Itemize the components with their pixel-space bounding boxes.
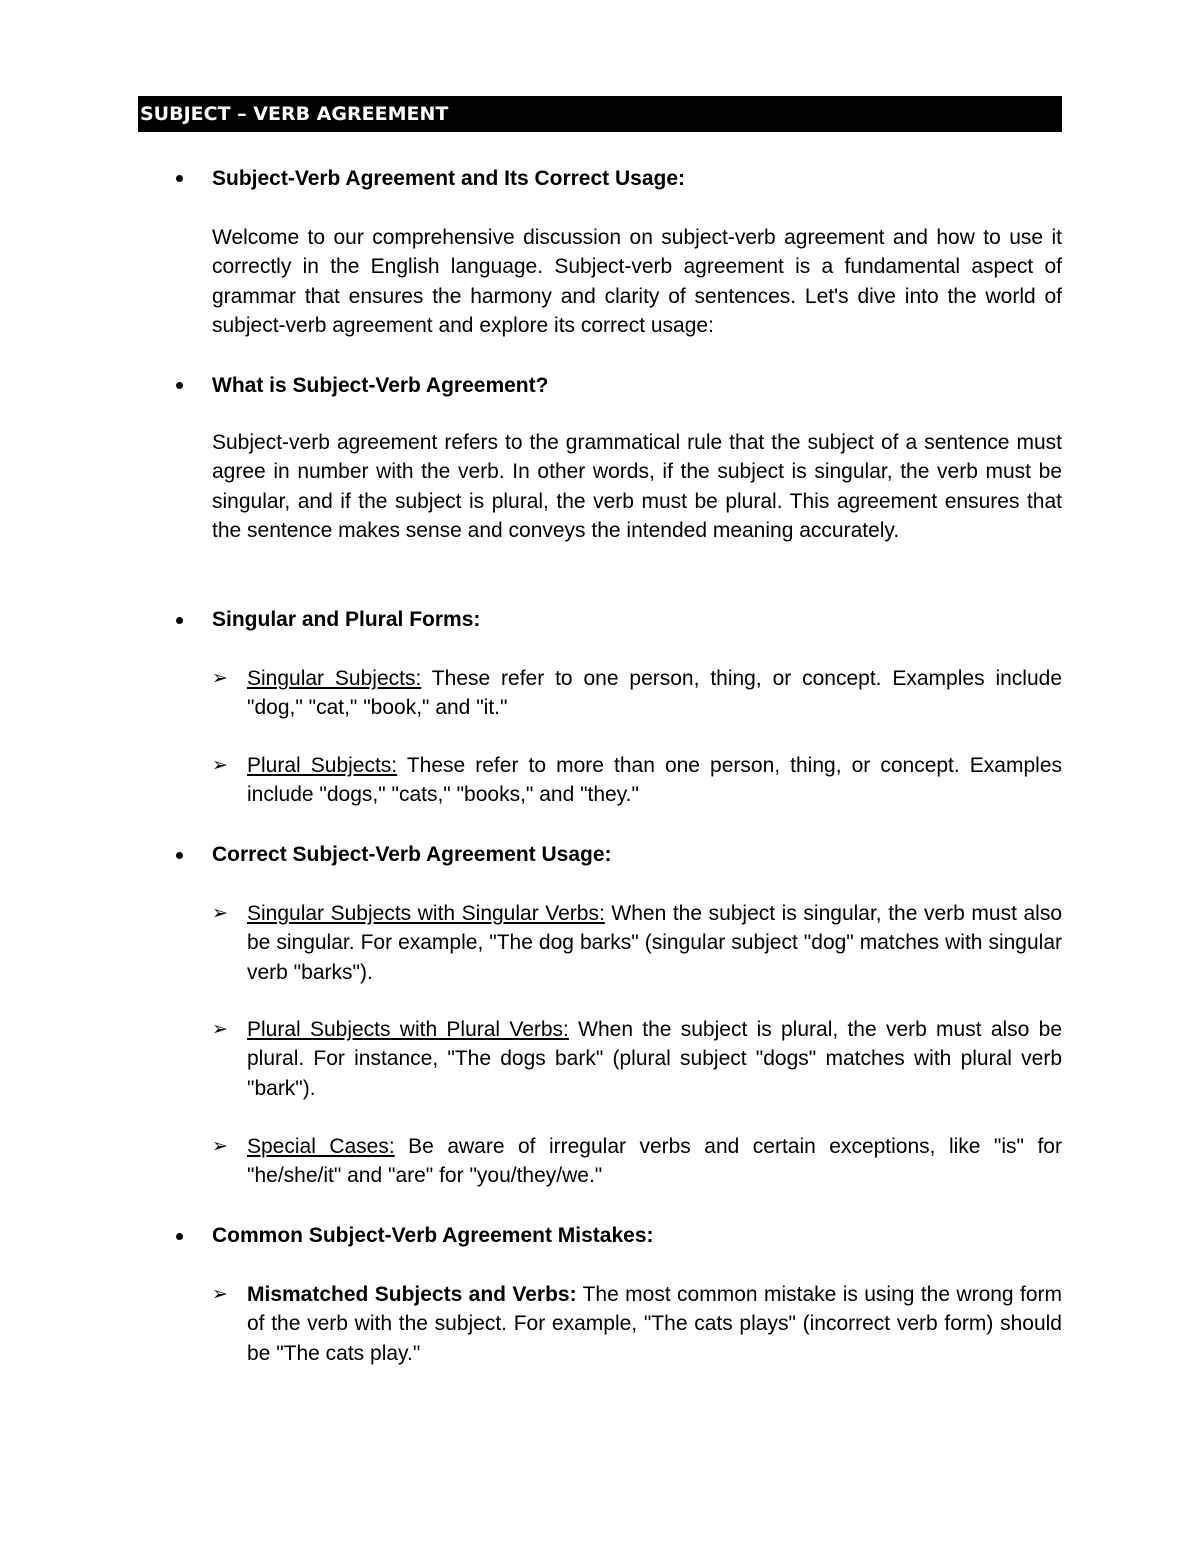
section-heading: What is Subject-Verb Agreement? [212,374,549,397]
section-heading: Common Subject-Verb Agreement Mistakes: [212,1224,654,1247]
list-item [247,899,1062,987]
bullet-icon [176,1233,183,1240]
document-title: SUBJECT – VERB AGREEMENT [138,96,1062,132]
arrow-bullet-icon: ➢ [212,1018,228,1040]
item-text: These refer to more than one person, thing, or concept. Examples include "dogs," "cats," "books," and "they." [247,754,1062,807]
section-heading: Subject-Verb Agreement and Its Correct Usage: [212,167,686,190]
arrow-bullet-icon: ➢ [212,902,228,924]
bullet-icon [176,617,183,624]
item-term: Mismatched Subjects and Verbs: [247,1283,577,1306]
list-item [247,1015,1062,1103]
bullet-icon [176,382,183,389]
list-item [247,751,1062,810]
bullet-icon [176,175,183,182]
bullet-icon [176,852,183,859]
item-term: Special Cases: [247,1135,395,1158]
item-term: Singular Subjects with Singular Verbs: [247,902,605,925]
item-text: When the subject is singular, the verb must also be singular. For example, "The dog barks" (singular subject "dog" matches with singular verb "barks"). [247,902,1063,984]
item-term: Plural Subjects with Plural Verbs: [247,1018,569,1041]
section-paragraph: Welcome to our comprehensive discussion on subject-verb agreement and how to use it correctly in the English language. Subject-verb agreement is a fundamental aspect of grammar that ensures the harmony and clarity of sentences. Let's dive into the world of subject-verb agreement and explore its correct usage: [212,226,1062,338]
list-item [247,1280,1062,1368]
list-item [247,1132,1062,1191]
section-heading: Singular and Plural Forms: [212,608,481,631]
section-heading: Correct Subject-Verb Agreement Usage: [212,843,612,866]
item-text: When the subject is plural, the verb must also be plural. For instance, "The dogs bark" (plural subject "dogs" matches with plural verb "bark"). [247,1018,1062,1100]
item-term: Plural Subjects: [247,754,398,777]
arrow-bullet-icon: ➢ [212,754,228,776]
list-item [247,664,1062,723]
arrow-bullet-icon: ➢ [212,1283,228,1305]
arrow-bullet-icon: ➢ [212,1135,228,1157]
item-text: Be aware of irregular verbs and certain exceptions, like "is" for "he/she/it" and "are" for "you/they/we." [247,1135,1062,1188]
item-text: These refer to one person, thing, or concept. Examples include "dog," "cat," "book," and "it." [247,667,1062,720]
section-paragraph: Subject-verb agreement refers to the grammatical rule that the subject of a sentence must agree in number with the verb. In other words, if the subject is singular, the verb must be singular, and if the subject is plural, the verb must be plural. This agreement ensures that the sentence makes sense and conveys the intended meaning accurately. [212,431,1062,543]
item-text: The most common mistake is using the wrong form of the verb with the subject. For example, "The cats plays" (incorrect verb form) should be "The cats play." [247,1283,1062,1365]
item-term: Singular Subjects: [247,667,422,690]
arrow-bullet-icon: ➢ [212,667,228,689]
